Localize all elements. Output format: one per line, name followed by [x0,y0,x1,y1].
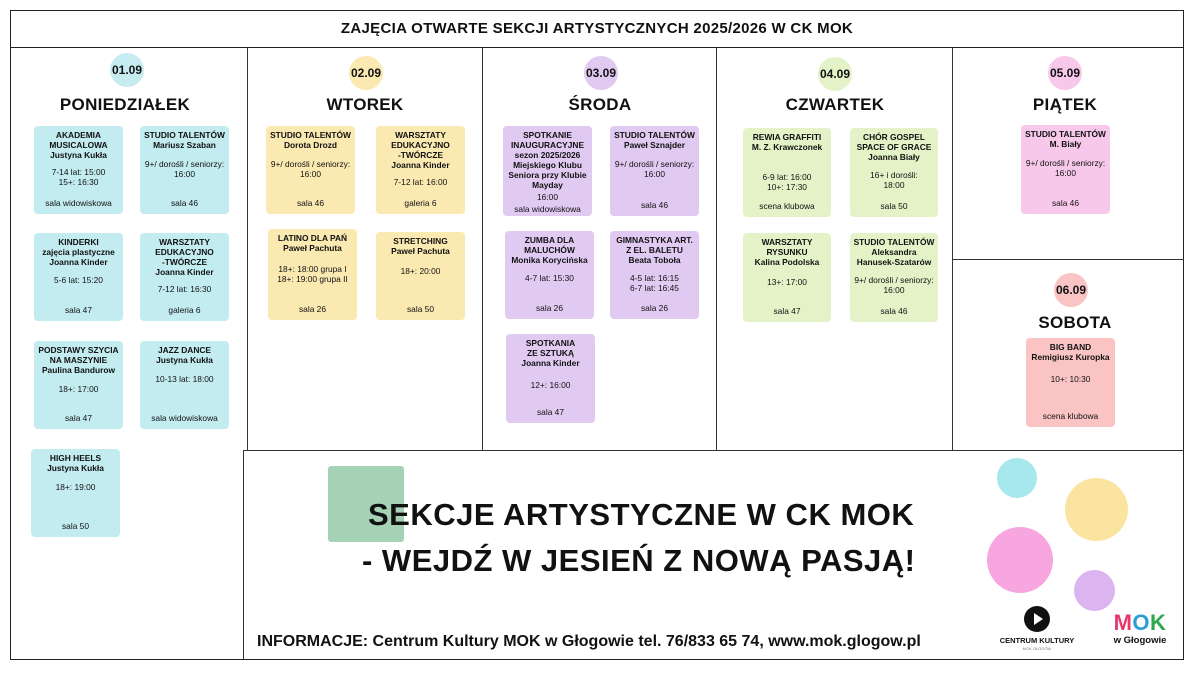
activity-card [610,126,699,216]
activity-title: SPOTKANIA ZE SZTUKĄ Joanna Kinder [521,338,580,369]
activity-title: STRETCHING Paweł Pachuta [391,236,450,257]
activity-card [140,341,229,429]
activity-card [850,128,938,217]
activity-hours: 7-14 lat: 15:00 15+: 16:30 [51,167,106,188]
activity-room: galeria 6 [404,197,437,208]
activity-hours: 4-5 lat: 16:15 6-7 lat: 16:45 [630,273,679,294]
activity-title: WARSZTATY EDUKACYJNO -TWÓRCZE Joanna Kinder [391,130,450,171]
activity-hours: 18+: 19:00 [55,482,96,493]
decorative-dot-purple [1074,570,1115,611]
activity-hours: 9+/ dorośli / seniorzy: 16:00 [614,159,695,180]
activity-card [743,128,831,217]
activity-title: SPOTKANIE INAUGURACYJNE sezon 2025/2026 Miejskiego Klubu Seniora przy Klubie Mayday [508,130,587,191]
activity-hours: 16+ i dorośli: 18:00 [870,170,918,191]
decorative-dot-yellow [1065,478,1128,541]
day-name-monday: PONIEDZIAŁEK [59,95,191,114]
day-name-saturday: SOBOTA [1038,313,1112,332]
activity-room: sala 46 [880,305,908,316]
activity-room: sala 47 [64,412,92,423]
activity-room: scena klubowa [759,200,815,211]
activity-hours: 13+: 17:00 [767,277,807,288]
logo-ck-text: CENTRUM KULTURY [999,636,1075,645]
decorative-dot-cyan [997,458,1037,498]
date-circle-tuesday [349,56,383,90]
activity-room: sala 26 [535,302,563,313]
activity-title: KINDERKI zajęcia plastyczne Joanna Kinder [42,237,115,268]
activity-hours: 12+: 16:00 [530,380,571,391]
date-label: 01.09 [111,63,143,77]
logo-mok-city: w Głogowie [1113,635,1167,646]
activity-room: sala 46 [1051,197,1079,208]
day-name-tuesday: WTOREK [326,95,404,114]
activity-room: sala 46 [640,199,668,210]
slogan [330,492,970,584]
activity-title: ZUMBA DLA MALUCHÓW Monika Korycińska [511,235,588,266]
activity-card [1026,338,1115,427]
activity-card [268,229,357,320]
activity-room: galeria 6 [168,304,201,315]
activity-card [34,341,123,429]
activity-room: sala 47 [773,305,801,316]
activity-room: sala 46 [296,197,324,208]
mok-logo [1105,612,1175,646]
activity-hours: 5-6 lat: 15:20 [54,275,103,286]
date-circle-wednesday [584,56,618,90]
decorative-dot-pink [987,527,1053,593]
activity-title: STUDIO TALENTÓW Dorota Drozd [270,130,351,151]
activity-hours: 4-7 lat: 15:30 [525,273,574,284]
activity-hours: 9+/ dorośli / seniorzy: 16:00 [144,159,225,180]
activity-card [506,334,595,423]
date-circle-thursday [818,57,852,91]
column-divider [482,48,483,450]
activity-card [505,231,594,319]
activity-card [376,126,465,214]
activity-title: CHÓR GOSPEL SPACE OF GRACE Joanna Biały [856,132,932,163]
activity-room: sala widowiskowa [514,203,581,214]
activity-card [610,231,699,319]
activity-card [503,126,592,216]
activity-card [140,126,229,214]
activity-hours: 10-13 lat: 18:00 [155,374,214,385]
activity-card [1021,125,1110,214]
activity-hours: 9+/ dorośli / seniorzy: 16:00 [270,159,351,180]
date-label: 05.09 [1049,66,1081,80]
centrum-kultury-logo [992,606,1082,651]
activity-hours: 18+: 18:00 grupa I 18+: 19:00 grupa II [277,264,348,285]
activity-room: sala 47 [64,304,92,315]
day-name-friday: PIĄTEK [1032,95,1098,114]
activity-hours: 18+: 20:00 [400,266,441,277]
activity-card [34,233,123,321]
activity-hours: 6-9 lat: 16:00 10+: 17:30 [762,172,812,193]
activity-card [140,233,229,321]
activity-room: sala 46 [170,197,198,208]
activity-title: WARSZTATY EDUKACYJNO -TWÓRCZE Joanna Kinder [155,237,214,278]
day-name-thursday: CZWARTEK [785,95,885,114]
activity-title: GIMNASTYKA ART. Z EL. BALETU Beata Toboła [616,235,693,266]
activity-card [34,126,123,214]
logo-ck-subtext: MOK GŁOGÓW [1022,646,1052,651]
date-circle-friday [1048,56,1082,90]
activity-title: HIGH HEELS Justyna Kukła [47,453,104,474]
activity-hours: 7-12 lat: 16:00 [393,177,448,188]
logo-mok-letters: MOK [1113,610,1167,635]
poster-title: ZAJĘCIA OTWARTE SEKCJI ARTYSTYCZNYCH 2025/2026 W CK MOK [10,10,1184,48]
date-label: 06.09 [1055,283,1087,297]
friday-saturday-divider [952,259,1184,260]
date-label: 02.09 [350,66,382,80]
activity-title: STUDIO TALENTÓW Mariusz Szaban [144,130,225,151]
activity-card [850,233,938,322]
date-circle-saturday [1054,273,1088,307]
activity-room: sala 47 [536,406,564,417]
activity-title: STUDIO TALENTÓW Paweł Sznajder [614,130,695,151]
activity-room: sala 50 [61,520,89,531]
activity-card [376,232,465,320]
activity-room: sala widowiskowa [45,197,112,208]
column-divider [716,48,717,450]
activity-title: AKADEMIA MUSICALOWA Justyna Kukła [49,130,108,161]
activity-hours: 9+/ dorośli / seniorzy: 16:00 [1025,158,1106,179]
activity-room: sala 26 [298,303,326,314]
activity-room: sala 50 [406,303,434,314]
activity-room: sala widowiskowa [151,412,218,423]
activity-room: scena klubowa [1042,410,1099,421]
activity-title: STUDIO TALENTÓW Aleksandra Hanusek-Szatarów [853,237,935,268]
activity-title: LATINO DLA PAŃ Paweł Pachuta [277,233,348,254]
activity-card [743,233,831,322]
column-divider [952,48,953,450]
date-label: 04.09 [819,67,851,81]
activity-title: REWIA GRAFFITI M. Z. Krawczonek [751,132,823,153]
activity-hours: 9+/ dorośli / seniorzy: 16:00 [854,275,934,296]
activity-title: WARSZTATY RYSUNKU Kalina Podolska [754,237,820,268]
slogan-line-2: - WEJDŹ W JESIEŃ Z NOWĄ PASJĄ! [362,543,916,578]
activity-hours: 18+: 17:00 [58,384,99,395]
day-name-wednesday: ŚRODA [568,95,632,114]
date-circle-monday [110,53,144,87]
activity-card [266,126,355,214]
activity-hours: 7-12 lat: 16:30 [157,284,212,295]
date-label: 03.09 [585,66,617,80]
play-icon [1024,606,1050,632]
activity-title: JAZZ DANCE Justyna Kukła [156,345,213,366]
activity-title: STUDIO TALENTÓW M. Biały [1025,129,1106,150]
activity-room: sala 50 [880,200,908,211]
slogan-line-1: SEKCJE ARTYSTYCZNE W CK MOK [368,497,915,532]
activity-title: PODSTAWY SZYCIA NA MASZYNIE Paulina Bandurow [38,345,119,376]
activity-hours: 10+: 10:30 [1050,374,1091,385]
activity-hours: 16:00 [537,192,558,203]
activity-card [31,449,120,537]
activity-title: BIG BAND Remigiusz Kuropka [1031,342,1110,363]
bottom-section-divider [243,450,1184,451]
bottom-left-divider [243,450,244,660]
contact-info: INFORMACJE: Centrum Kultury MOK w Głogowie tel. 76/833 65 74, www.mok.glogow.pl [257,633,921,650]
column-divider [247,48,248,450]
activity-room: sala 26 [640,302,668,313]
